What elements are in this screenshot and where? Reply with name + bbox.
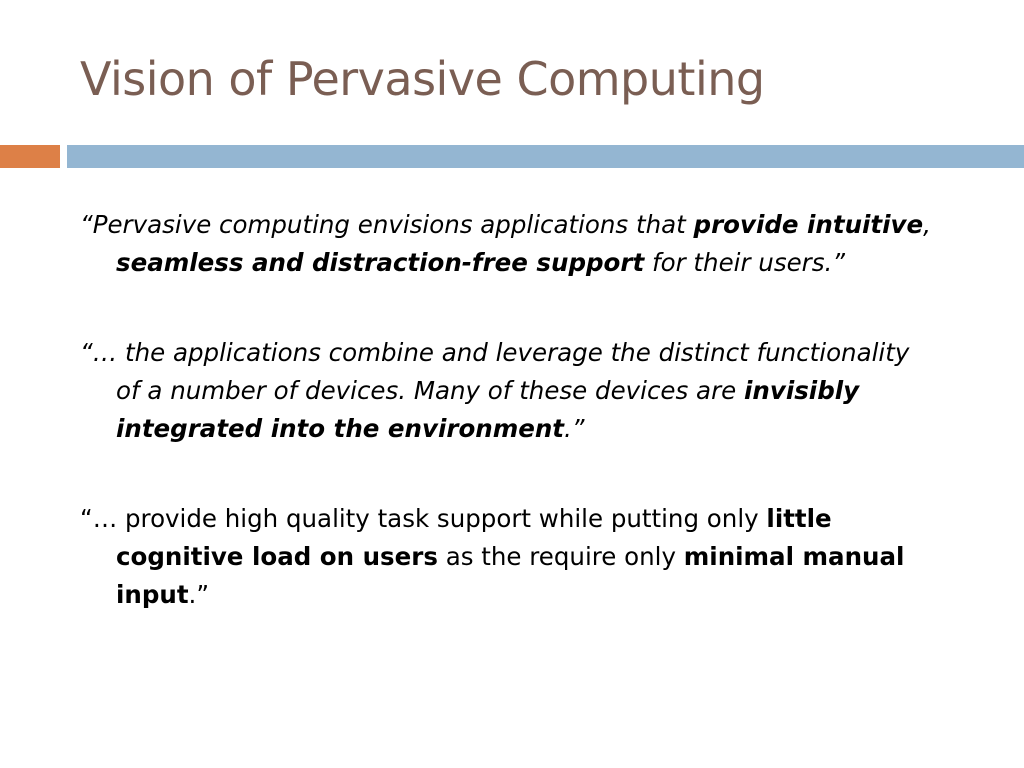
title-divider-bar	[67, 145, 1024, 168]
quote-3-text-c: .”	[188, 580, 210, 609]
quote-2-text-b: .”	[564, 414, 585, 443]
quote-2-emphasis-a: invisibly integrated into the environment	[116, 376, 860, 443]
quote-1-emphasis-b: seamless and distraction-free support	[116, 248, 645, 277]
quote-1-text-a: “Pervasive computing envisions applications that	[80, 210, 694, 239]
quote-2-text-a: “… the applications combine and leverage the distinct functionality of a number of devices. Many of these devices are	[80, 338, 910, 405]
quote-paragraph-1	[80, 206, 940, 282]
quote-1-text-c: for their users.”	[644, 248, 845, 277]
quote-paragraph-3	[80, 500, 940, 614]
title-divider-accent	[0, 145, 60, 168]
quote-paragraph-2	[80, 334, 940, 448]
quote-3-emphasis-b: minimal manual input	[116, 542, 905, 609]
quote-1-text-b: ,	[923, 210, 931, 239]
quote-3-text-a: “… provide high quality task support while putting only	[80, 504, 767, 533]
slide-title: Vision of Pervasive Computing	[80, 52, 765, 106]
quote-1-emphasis-a: provide intuitive	[693, 210, 924, 239]
slide-body	[80, 206, 940, 614]
quote-3-text-b: as the require only	[437, 542, 684, 571]
quote-3-emphasis-a: little cognitive load on users	[116, 504, 832, 571]
